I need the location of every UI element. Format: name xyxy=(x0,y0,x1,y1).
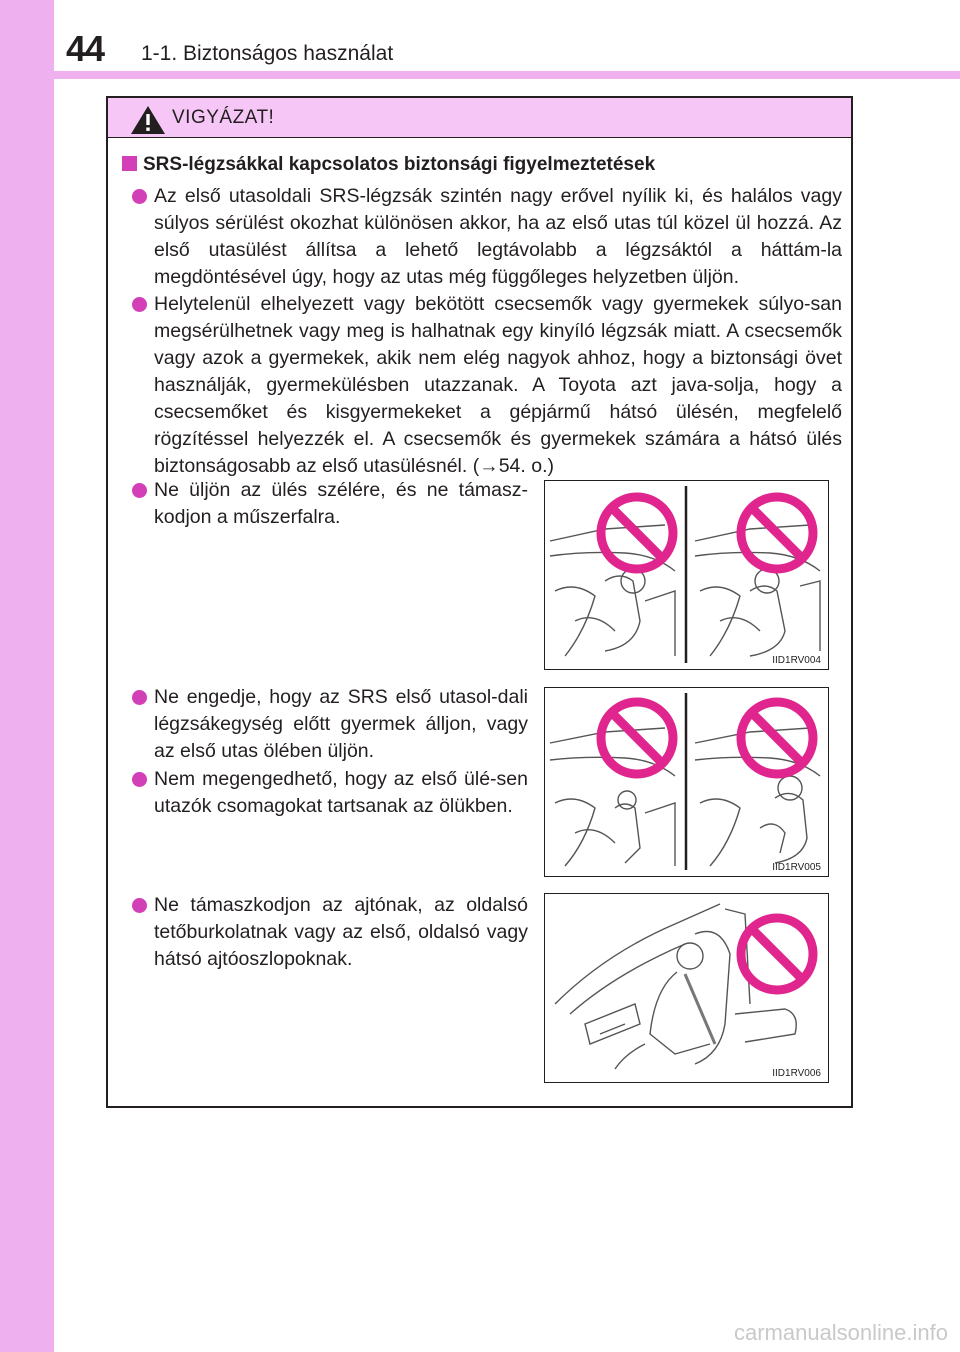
illustration-door-lean xyxy=(544,893,829,1083)
bullet-dot-icon xyxy=(132,690,147,705)
warning-box xyxy=(106,96,853,1108)
illustration-seat-edge xyxy=(544,480,829,670)
warning-title: VIGYÁZAT! xyxy=(172,107,275,128)
side-color-strip xyxy=(0,0,54,1352)
illustration-code: IID1RV004 xyxy=(772,655,821,666)
bullet-dot-icon xyxy=(132,898,147,913)
header-rule xyxy=(54,71,960,79)
bullet-dot-icon xyxy=(132,483,147,498)
illustration-child-airbag xyxy=(544,687,829,877)
section-heading xyxy=(122,154,655,176)
prohibition-icon xyxy=(601,497,673,569)
watermark: carmanualsonline.info xyxy=(733,1320,948,1345)
section-heading-text: SRS-légzsákkal kapcsolatos biztonsági figyelmeztetések xyxy=(143,154,656,175)
bullet-item xyxy=(154,684,528,765)
bullet-text: Nem megengedhető, hogy az első ülé-sen utazók csomagokat tartsanak az ölükben. xyxy=(154,768,528,817)
bullet-text: Az első utasoldali SRS-légzsák szintén nagy erővel nyílik ki, és halálos vagy súlyos sérülést okozhat különösen akkor, ha az első utas túl közel ül hozzá. Az első utasülést állítsa a lehető legtávolabb a légzsáktól a háttám-la megdöntésével úgy, hogy az utas még függőleges helyzetben üljön. xyxy=(154,185,842,288)
bullet-text: Ne üljön az ülés szélére, és ne támasz-kodjon a műszerfalra. xyxy=(154,479,528,528)
prohibition-icon xyxy=(601,702,673,774)
warning-triangle-icon xyxy=(130,105,166,135)
bullet-text: Helytelenül elhelyezett vagy bekötött csecsemők vagy gyermekek súlyo-san megsérülhetnek vagy meg is halhatnak egy kinyíló légzsák miatt. A csecsemők vagy azok a gyermekek, akik nem elég nagyok ahhoz, hogy a biztonsági övet használják, gyermekülésben utazzanak. A Toyota azt java-solja, hogy a csecsemőket és kisgyermekeket a gépjármű hátsó ülésén, megfelelő rögzítéssel helyezzék el. A csecsemők és gyermekek számára a hátsó ülés biztonságosabb az első utasülésnél. (→54. o.) xyxy=(154,293,842,477)
bullet-dot-icon xyxy=(132,189,147,204)
bullet-dot-icon xyxy=(132,297,147,312)
illustration-code: IID1RV005 xyxy=(772,862,821,873)
bullet-item xyxy=(154,766,528,820)
page-number: 44 xyxy=(66,28,105,69)
illustration-code: IID1RV006 xyxy=(772,1068,821,1079)
square-bullet-icon xyxy=(122,156,137,171)
bullet-dot-icon xyxy=(132,772,147,787)
warning-header xyxy=(108,98,851,138)
prohibition-icon xyxy=(741,497,813,569)
bullet-text: Ne engedje, hogy az SRS első utasol-dali légzsákegység előtt gyermek álljon, vagy az első utas ölében üljön. xyxy=(154,686,528,762)
bullet-item xyxy=(154,477,528,531)
bullet-text: Ne támaszkodjon az ajtónak, az oldalsó tetőburkolatnak vagy az első, oldalsó vagy hátsó ajtóoszlopoknak. xyxy=(154,894,528,970)
prohibition-icon xyxy=(741,918,813,990)
chapter-title: 1-1. Biztonságos használat xyxy=(141,42,394,65)
prohibition-icon xyxy=(741,702,813,774)
bullet-item xyxy=(154,892,528,973)
bullet-item xyxy=(154,183,842,291)
bullet-item xyxy=(154,291,842,480)
